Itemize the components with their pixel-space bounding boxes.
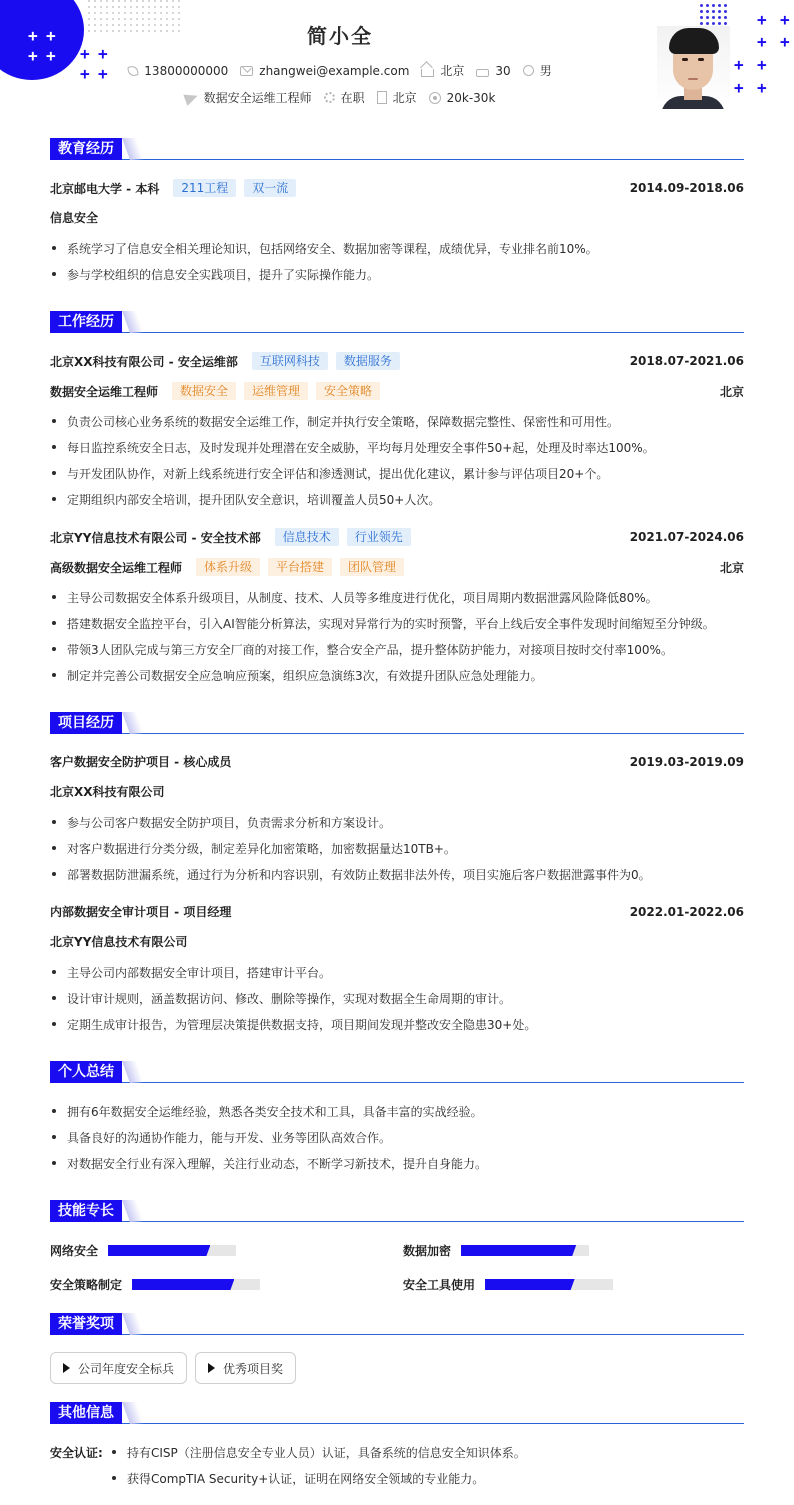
- position-tag: 体系升级: [196, 558, 260, 576]
- section-header: [50, 1402, 744, 1424]
- job-intent-row: [0, 89, 680, 106]
- plus-decoration: +: [98, 64, 108, 83]
- job-company-row: [50, 528, 744, 546]
- list-item: 每日监控系统安全日志，及时发现并处理潜在安全威胁，平均每月处理安全事件50+起，处理及时率达100%。: [50, 439, 655, 456]
- gender-item: [523, 62, 552, 79]
- project-name: 内部数据安全审计项目 - 项目经理: [50, 905, 232, 919]
- project-header-row: [50, 903, 744, 920]
- section-title: 个人总结: [50, 1061, 122, 1083]
- job-company-row: [50, 352, 744, 370]
- status-value: 在职: [340, 91, 365, 105]
- skill-bar: [132, 1279, 260, 1290]
- education-period: 2014.09-2018.06: [629, 181, 744, 195]
- skill-bar: [461, 1245, 589, 1256]
- play-icon: [63, 1363, 70, 1373]
- skill-item: [403, 1276, 613, 1293]
- award-label: 公司年度安全标兵: [78, 1361, 175, 1376]
- education-header-row: [50, 179, 744, 197]
- list-item: 参与公司客户数据安全防护项目，负责需求分析和方案设计。: [50, 814, 391, 831]
- project-org: 北京XX科技有限公司: [50, 785, 165, 799]
- certification-label: 安全认证:: [50, 1446, 103, 1460]
- list-item: 搭建数据安全监控平台，引入AI智能分析算法，实现对异常行为的实时预警，平台上线后安全事件发现时间缩短至分钟级。: [50, 615, 715, 632]
- list-item: 主导公司数据安全体系升级项目，从制度、技术、人员等多维度进行优化，项目周期内数据泄露风险降低80%。: [50, 589, 658, 606]
- job-title-item: [185, 89, 312, 106]
- target-city-value: 北京: [392, 91, 417, 105]
- list-item: 定期生成审计报告，为管理层决策提供数据支持，项目期间发现并整改安全隐患30+处。: [50, 1016, 536, 1033]
- city-value: 北京: [440, 64, 465, 78]
- major-row: [50, 209, 744, 226]
- skill-name: 安全工具使用: [403, 1278, 476, 1292]
- plus-decoration: +: [780, 10, 790, 29]
- award-label: 优秀项目奖: [223, 1361, 284, 1376]
- list-item: 对数据安全行业有深入理解，关注行业动态，不断学习新技术，提升自身能力。: [50, 1155, 487, 1172]
- plus-decoration: +: [757, 32, 767, 51]
- list-item: 获得CompTIA Security+认证，证明在网络安全领域的专业能力。: [110, 1470, 484, 1487]
- building-icon: [377, 91, 387, 104]
- contact-row: [0, 62, 680, 79]
- home-icon: [421, 69, 434, 77]
- position-name: 高级数据安全运维工程师: [50, 560, 183, 575]
- skill-name: 数据加密: [403, 1244, 452, 1258]
- paper-plane-icon: [183, 90, 199, 106]
- job-position-row: [50, 558, 744, 576]
- plus-decoration: +: [98, 44, 108, 63]
- list-item: 主导公司内部数据安全审计项目，搭建审计平台。: [50, 964, 331, 981]
- job-title-value: 数据安全运维工程师: [203, 91, 312, 105]
- project-org: 北京YY信息技术有限公司: [50, 935, 188, 949]
- plus-decoration: +: [80, 64, 90, 83]
- avatar: [657, 26, 730, 109]
- list-item: 部署数据防泄漏系统，通过行为分析和内容识别，有效防止数据非法外传，项目实施后客户数据泄露事件为0。: [50, 866, 651, 883]
- section-title: 技能专长: [50, 1200, 122, 1222]
- education-section: [50, 138, 744, 282]
- age-item: [476, 64, 510, 78]
- list-item: 设计审计规则，涵盖数据访问、修改、删除等操作，实现对数据全生命周期的审计。: [50, 990, 511, 1007]
- email-value: zhangwei@example.com: [259, 63, 410, 78]
- plus-decoration: +: [28, 26, 38, 45]
- list-item: 系统学习了信息安全相关理论知识，包括网络安全、数据加密等课程，成绩优异，专业排名前10%。: [50, 240, 598, 257]
- job-position-row: [50, 382, 744, 400]
- list-item: 持有CISP（注册信息安全专业人员）认证，具备系统的信息安全知识体系。: [110, 1444, 526, 1461]
- job-location: 北京: [719, 560, 744, 575]
- school-tag: 211工程: [173, 179, 236, 197]
- phone-value: 13800000000: [144, 63, 229, 78]
- position-tag: 平台搭建: [268, 558, 332, 576]
- company-tag: 行业领先: [347, 528, 411, 546]
- phone-item: [128, 64, 228, 78]
- list-item: 拥有6年数据安全运维经验，熟悉各类安全技术和工具，具备丰富的实战经验。: [50, 1103, 483, 1120]
- skill-item: [403, 1242, 589, 1259]
- gender-value: 男: [539, 64, 552, 78]
- list-item: 参与学校组织的信息安全实践项目，提升了实际操作能力。: [50, 266, 379, 283]
- summary-section: [50, 1061, 744, 1171]
- skill-bar: [108, 1245, 236, 1256]
- plus-decoration: +: [780, 32, 790, 51]
- skill-bar: [485, 1279, 613, 1290]
- project-org-row: [50, 783, 744, 800]
- list-item: 具备良好的沟通协作能力，能与开发、业务等团队高效合作。: [50, 1129, 391, 1146]
- plus-decoration: +: [46, 46, 56, 65]
- job-period: 2018.07-2021.06: [629, 354, 744, 368]
- list-item: 对客户数据进行分类分级，制定差异化加密策略，加密数据量达10TB+。: [50, 840, 456, 857]
- work-section: [50, 311, 744, 683]
- status-item: [324, 89, 365, 106]
- other-section: [50, 1402, 744, 1486]
- section-title: 荣誉奖项: [50, 1313, 122, 1335]
- plus-decoration: +: [757, 10, 767, 29]
- plus-decoration: +: [80, 44, 90, 63]
- award-chip: [195, 1352, 296, 1384]
- gear-icon: [324, 92, 335, 103]
- skill-name: 安全策略制定: [50, 1278, 123, 1292]
- section-title: 项目经历: [50, 712, 122, 734]
- mail-icon: [240, 66, 253, 76]
- list-item: 负责公司核心业务系统的数据安全运维工作，制定并执行安全策略，保障数据完整性、保密性和可用性。: [50, 413, 619, 430]
- phone-icon: [128, 65, 140, 77]
- skill-name: 网络安全: [50, 1244, 99, 1258]
- skill-item: [50, 1242, 236, 1259]
- position-tag: 团队管理: [340, 558, 404, 576]
- list-item: 制定并完善公司数据安全应急响应预案，组织应急演练3次，有效提升团队应急处理能力。: [50, 667, 543, 684]
- job-period: 2021.07-2024.06: [629, 530, 744, 544]
- plus-decoration: +: [28, 46, 38, 65]
- section-title: 教育经历: [50, 138, 122, 160]
- company-tag: 互联网科技: [252, 352, 328, 370]
- position-tag: 运维管理: [244, 382, 308, 400]
- section-header: [50, 1061, 744, 1083]
- section-header: [50, 1313, 744, 1335]
- company-tag: 数据服务: [336, 352, 400, 370]
- job-location: 北京: [719, 384, 744, 399]
- section-title: 其他信息: [50, 1402, 122, 1424]
- play-icon: [208, 1363, 215, 1373]
- section-header: [50, 138, 744, 160]
- major-name: 信息安全: [50, 211, 99, 225]
- section-header: [50, 1200, 744, 1222]
- plus-decoration: +: [734, 78, 744, 97]
- company-name: 北京YY信息技术有限公司 - 安全技术部: [50, 530, 261, 545]
- position-tag: 安全策略: [316, 382, 380, 400]
- project-header-row: [50, 753, 744, 770]
- city-item: [421, 62, 464, 79]
- projects-section: [50, 712, 744, 1032]
- company-name: 北京XX科技有限公司 - 安全运维部: [50, 354, 238, 369]
- salary-value: 20k-30k: [446, 90, 496, 105]
- list-item: 定期组织内部安全培训，提升团队安全意识，培训覆盖人员50+人次。: [50, 491, 440, 508]
- gender-icon: [523, 65, 534, 76]
- skills-section: [50, 1200, 744, 1292]
- cake-icon: [476, 69, 489, 77]
- age-value: 30: [495, 63, 511, 78]
- section-header: [50, 712, 744, 734]
- project-org-row: [50, 933, 744, 950]
- skill-item: [50, 1276, 260, 1293]
- section-header: [50, 311, 744, 333]
- plus-decoration: +: [734, 55, 744, 74]
- company-tag: 信息技术: [275, 528, 339, 546]
- school-name: 北京邮电大学 - 本科: [50, 181, 160, 196]
- list-item: 与开发团队协作，对新上线系统进行安全评估和渗透测试，提出优化建议，累计参与评估项目20+个。: [50, 465, 608, 482]
- position-name: 数据安全运维工程师: [50, 384, 159, 399]
- position-tag: 数据安全: [172, 382, 236, 400]
- target-city-item: [377, 89, 417, 106]
- salary-item: [429, 91, 496, 105]
- project-period: 2019.03-2019.09: [629, 754, 744, 769]
- award-chip: [50, 1352, 187, 1384]
- section-title: 工作经历: [50, 311, 122, 333]
- email-item: [240, 64, 409, 78]
- school-tag: 双一流: [244, 179, 296, 197]
- awards-section: [50, 1313, 744, 1376]
- plus-decoration: +: [757, 78, 767, 97]
- project-period: 2022.01-2022.06: [629, 904, 744, 919]
- coin-icon: [429, 92, 441, 104]
- plus-decoration: +: [757, 55, 767, 74]
- candidate-name: 简小全: [307, 24, 373, 48]
- project-name: 客户数据安全防护项目 - 核心成员: [50, 755, 232, 769]
- list-item: 带领3人团队完成与第三方安全厂商的对接工作，整合安全产品，提升整体防护能力，对接项目按时交付率100%。: [50, 641, 673, 658]
- plus-decoration: +: [46, 26, 56, 45]
